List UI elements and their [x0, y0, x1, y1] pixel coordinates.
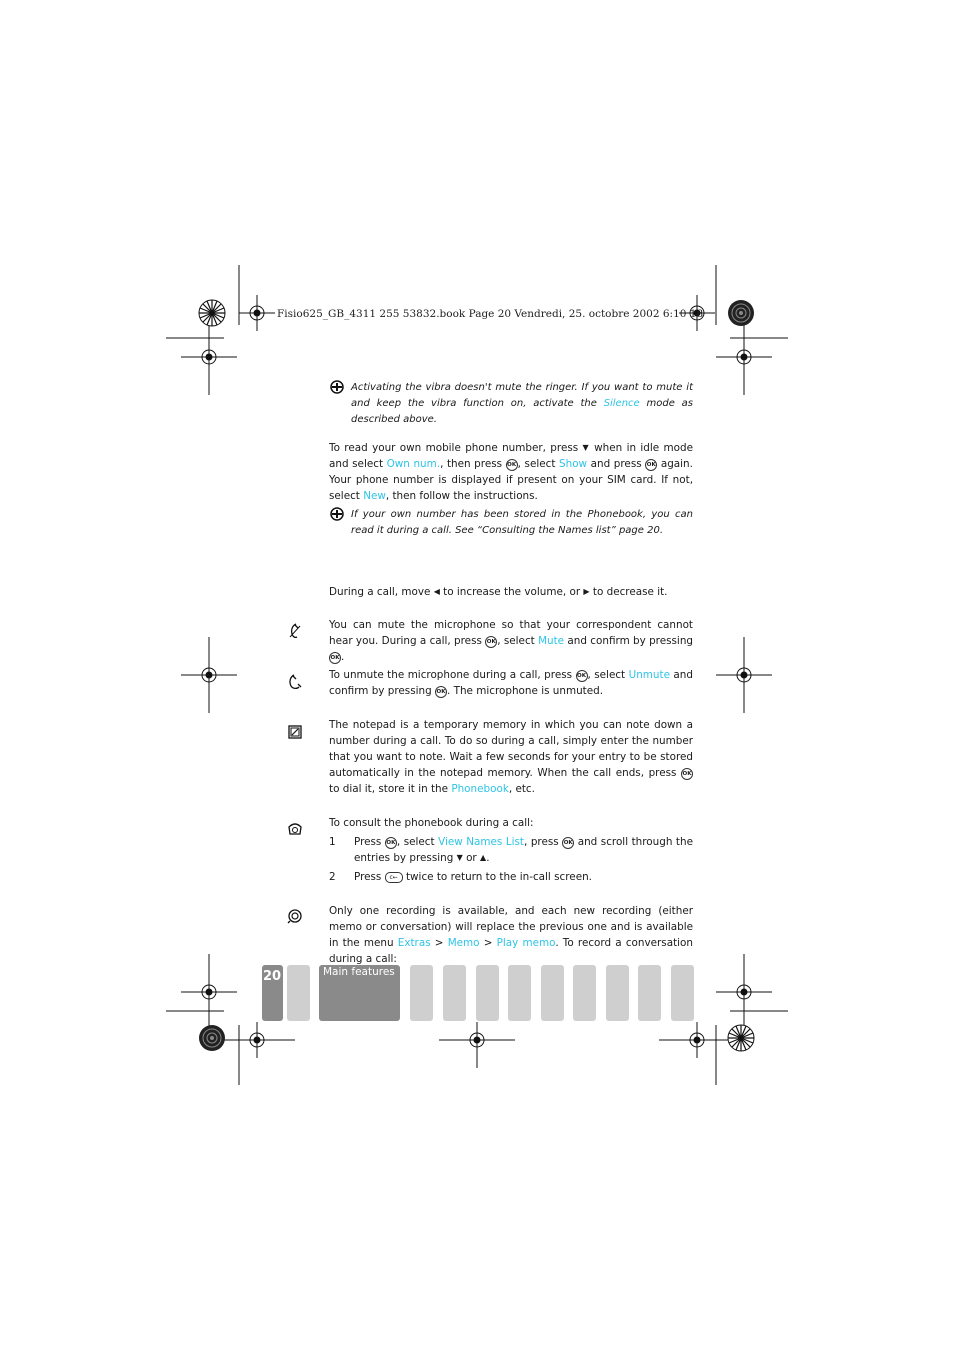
phonebook-icon [286, 819, 304, 837]
page-number-tab [262, 965, 283, 1021]
step-number: 1 [329, 836, 336, 848]
page-number: 20 [263, 969, 282, 984]
link-silence[interactable]: Silence [603, 398, 640, 409]
step-number: 2 [329, 871, 336, 883]
link-show[interactable]: Show [559, 458, 588, 470]
footer-tab [638, 965, 661, 1021]
footer-tab [287, 965, 310, 1021]
mute-paragraph: You can mute the microphone so that your correspondent cannot hear you. During a call, press OK , select Mute and confirm by pressing OK . [329, 619, 694, 663]
link-memo[interactable]: Memo [447, 937, 480, 949]
ok-key-icon: OK [485, 636, 497, 648]
ok-key-icon: OK [562, 837, 574, 849]
recording-paragraph: Only one recording is available, and each new recording (either memo or conversation) will replace the previous one and is available in the menu Extras > Memo > Play memo. To record a conversation during a call: [329, 905, 693, 965]
section-tab [319, 965, 400, 1021]
cancel-key-icon: c← [385, 872, 403, 883]
footer-tab [573, 965, 596, 1021]
print-header: Fisio625_GB_4311 255 53832.book Page 20 Vendredi, 25. octobre 2002 6:10 18 [277, 308, 704, 320]
nav-left-icon: ◀ [433, 587, 440, 596]
note-own-number: If your own number has been stored in the Phonebook, you can read it during a call. See “Consulting the Names list” page 20. [351, 509, 693, 536]
step-2: 2 Press c← twice to return to the in-call screen. [329, 871, 592, 883]
footer-tab [476, 965, 499, 1021]
phonebook-section [329, 815, 693, 885]
unmute-paragraph: To unmute the microphone during a call, press OK , select Unmute and confirm by pressing OK . The microphone is unmuted. [329, 669, 693, 697]
link-view-names-list[interactable]: View Names List [438, 836, 524, 848]
ok-key-icon: OK [329, 652, 341, 664]
own-number-paragraph: To read your own mobile phone number, press ▼ when in idle mode and select Own num., then press OK , select Show and press OK again. Your phone number is displayed if present on your SIM card. If not, select New, then follow the instructions. [329, 442, 693, 502]
note-text: mode as described above. [351, 398, 693, 425]
link-extras[interactable]: Extras [397, 937, 431, 949]
link-new[interactable]: New [363, 490, 386, 502]
mute-microphone-icon [286, 622, 304, 640]
nav-down-icon: ▼ [456, 853, 463, 862]
note-text: Activating the vibra doesn't mute the ringer. If you want to mute it and keep the vibra function on, activate the [351, 382, 693, 409]
notepad-icon [286, 723, 304, 741]
footer-tab [443, 965, 466, 1021]
footer-tab [508, 965, 531, 1021]
footer-tab [671, 965, 694, 1021]
footer-tab [541, 965, 564, 1021]
link-own-num[interactable]: Own num. [386, 458, 441, 470]
info-icon [330, 507, 344, 521]
step-1: 1 Press OK , select View Names List, press OK and scroll through the entries by pressing ▼ or ▲. [329, 836, 693, 864]
link-mute[interactable]: Mute [538, 635, 565, 647]
ok-key-icon: OK [576, 670, 588, 682]
nav-up-icon: ▲ [480, 853, 487, 862]
link-unmute[interactable]: Unmute [628, 669, 670, 681]
info-icon [330, 380, 344, 394]
unmute-microphone-icon [286, 673, 304, 691]
phonebook-intro: To consult the phonebook during a call: [329, 817, 534, 829]
footer-tab [606, 965, 629, 1021]
volume-paragraph: During a call, move ◀ to increase the volume, or ▶ to decrease it. [329, 586, 668, 598]
record-icon [286, 907, 304, 925]
section-label: Main features [323, 966, 395, 978]
link-phonebook[interactable]: Phonebook [451, 783, 509, 795]
notepad-paragraph: The notepad is a temporary memory in which you can note down a number during a call. To do so during a call, simply enter the number that you want to note. Wait a few seconds for your entry to be stored automatically in the notepad memory. When the call ends, press OK to dial it, store it in the Phonebook, etc. [329, 719, 693, 795]
link-play-memo[interactable]: Play memo [496, 937, 556, 949]
ok-key-icon: OK [506, 459, 518, 471]
ok-key-icon: OK [385, 837, 397, 849]
nav-down-icon: ▼ [582, 443, 590, 452]
ok-key-icon: OK [681, 768, 693, 780]
note-vibra [351, 380, 693, 428]
nav-right-icon: ▶ [583, 587, 590, 596]
footer-tab [410, 965, 433, 1021]
ok-key-icon: OK [645, 459, 657, 471]
ok-key-icon: OK [435, 686, 447, 698]
